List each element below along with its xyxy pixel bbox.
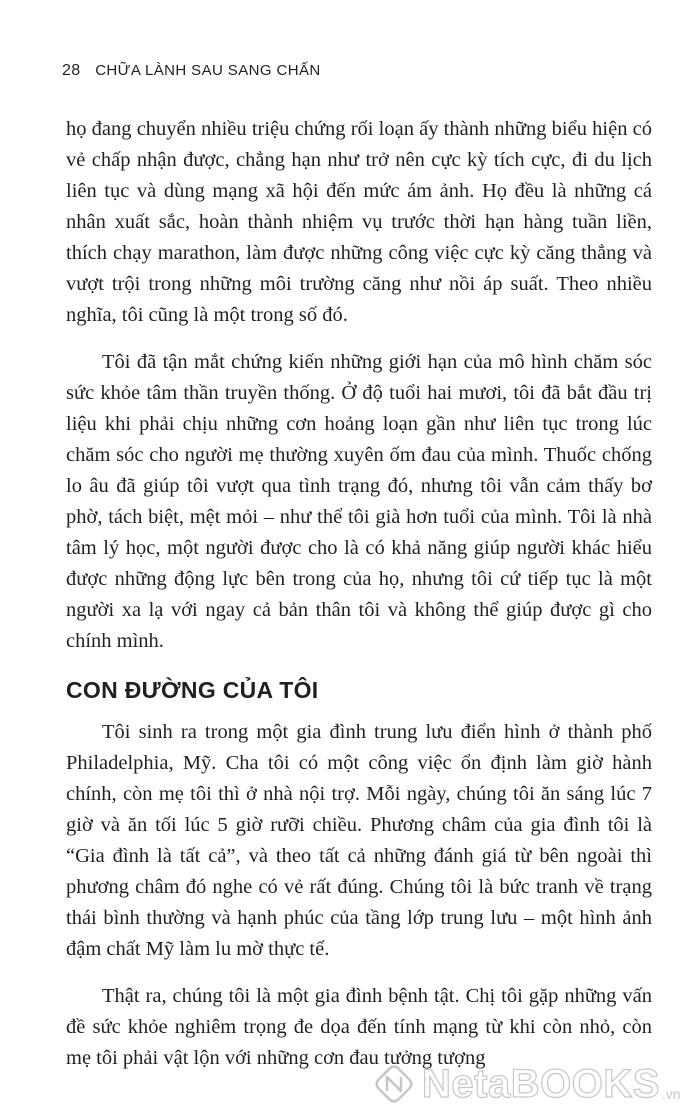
running-header [62,62,321,80]
page-number: 28 [62,62,81,79]
neta-logo-icon [372,1062,416,1106]
paragraph-4: Thật ra, chúng tôi là một gia đình bệnh tật. Chị tôi gặp những vấn đề sức khỏe nghiêm trọng đe dọa đến tính mạng từ khi còn nhỏ, còn mẹ tôi phải vật lộn với những cơn đau tưởng tượng [66,985,652,1069]
watermark [372,1062,681,1106]
section-heading: CON ĐƯỜNG CỦA TÔI [66,677,319,703]
paragraph-1: họ đang chuyển nhiều triệu chứng rối loạn ấy thành những biểu hiện có vẻ chấp nhận được, chẳng hạn như trở nên cực kỳ tích cực, đi du lịch liên tục và dùng mạng xã hội đến mức ám ảnh. Họ đều là những cá nhân xuất sắc, hoàn thành nhiệm vụ trước thời hạn hàng tuần liền, thích chạy marathon, làm được những công việc cực kỳ căng thẳng và vượt trội trong những môi trường căng như nồi áp suất. Theo nhiều nghĩa, tôi cũng là một trong số đó. [66,118,652,326]
body-text [66,114,652,1090]
watermark-brand: NetaBOOKS [422,1062,660,1106]
paragraph-2: Tôi đã tận mắt chứng kiến những giới hạn của mô hình chăm sóc sức khỏe tâm thần truyền thống. Ở độ tuổi hai mươi, tôi đã bắt đầu trị liệu khi phải chịu những cơn hoảng loạn gần như liên tục trong lúc chăm sóc cho người mẹ thường xuyên ốm đau của mình. Thuốc chống lo âu đã giúp tôi vượt qua tình trạng đó, nhưng tôi vẫn cảm thấy bơ phờ, tách biệt, mệt mỏi – như thể tôi già hơn tuổi của mình. Tôi là nhà tâm lý học, một người được cho là có khả năng giúp người khác hiểu được những động lực bên trong của họ, nhưng tôi cứ tiếp tục là một người xa lạ với ngay cả bản thân tôi và không thể giúp được gì cho chính mình. [66,351,652,652]
watermark-tld: .vn [661,1086,681,1102]
running-title: CHỮA LÀNH SAU SANG CHẤN [95,62,321,79]
paragraph-3: Tôi sinh ra trong một gia đình trung lưu điển hình ở thành phố Philadelphia, Mỹ. Cha tôi có một công việc ổn định làm giờ hành chính, còn mẹ tôi thì ở nhà nội trợ. Mỗi ngày, chúng tôi ăn sáng lúc 7 giờ và ăn tối lúc 5 giờ rưỡi chiều. Phương châm của gia đình tôi là “Gia đình là tất cả”, và theo tất cả những đánh giá từ bên ngoài thì phương châm đó nghe có vẻ rất đúng. Chúng tôi là bức tranh về trạng thái bình thường và hạnh phúc của tầng lớp trung lưu – một hình ảnh đậm chất Mỹ làm lu mờ thực tế. [66,721,652,960]
